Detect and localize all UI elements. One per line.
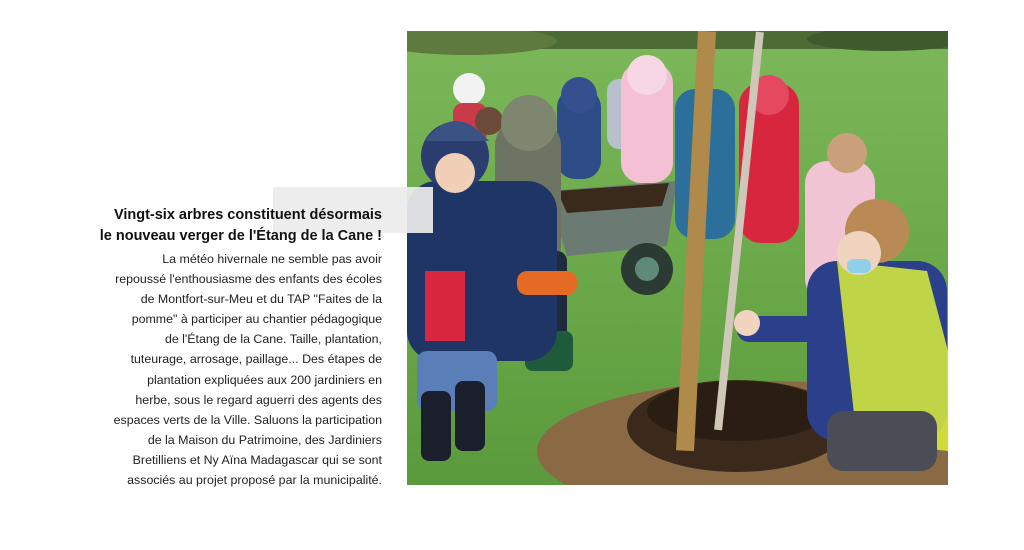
tree-planting-photo (407, 31, 948, 485)
body-line: herbe, sous le regard aguerri des agents des (135, 392, 382, 407)
body-line: plantation expliquées aux 200 jardiniers en (147, 372, 382, 387)
body-line: Bretilliens et Ny Aïna Madagascar qui se sont (132, 452, 382, 467)
body-line: tuteurage, arrosage, paillage... Des étapes de (130, 352, 382, 367)
headline-line: Vingt-six arbres constituent désormais (113, 207, 382, 223)
article-photo (407, 31, 948, 485)
body-line: espaces verts de la Ville. Saluons la participation (113, 412, 382, 427)
body-line: de Montfort-sur-Meu et du TAP "Faites de la (140, 292, 382, 307)
body-line: de l'Étang de la Cane. Taille, plantation, (164, 332, 382, 347)
body-line: pomme" à participer au chantier pédagogique (131, 312, 382, 327)
body-line: repoussé l'enthousiasme des enfants des écoles (115, 272, 382, 287)
article-body (70, 249, 382, 490)
body-line: La météo hivernale ne semble pas avoir (162, 252, 382, 266)
article-headline (70, 205, 382, 247)
headline-line: le nouveau verger de l'Étang de la Cane ! (99, 228, 382, 244)
article-text (70, 205, 382, 490)
body-line: associés au projet proposé par la municipalité. (127, 473, 382, 488)
body-line: de la Maison du Patrimoine, des Jardiniers (147, 432, 382, 447)
